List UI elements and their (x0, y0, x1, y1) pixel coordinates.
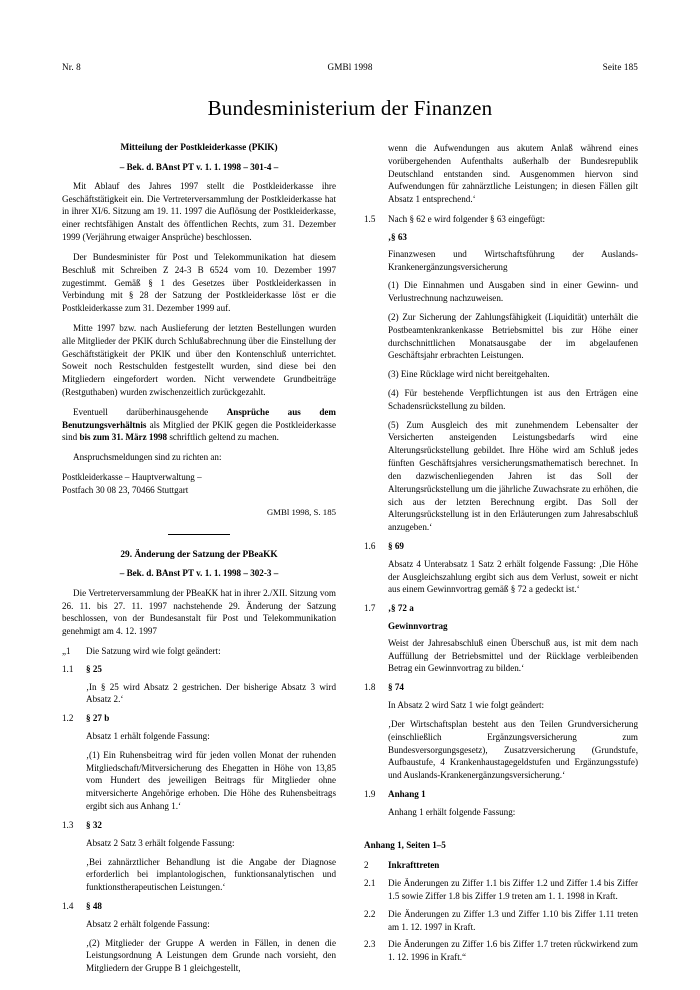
item-heading: ‚§ 63 (388, 231, 407, 242)
list-item-2-2 (364, 908, 638, 934)
item-number: 1.7 (364, 603, 376, 614)
item-block: Absatz 2 Satz 3 erhält folgende Fassung: (86, 837, 235, 848)
list-item-1-6 (364, 540, 638, 553)
list-item-1-4 (62, 900, 336, 913)
item-number: „1 (62, 645, 71, 656)
item-number: 1.6 (364, 540, 376, 551)
item-subheading: Finanzwesen und Wirtschaftsführung der Auslands-Krankenergänzungsversicherung (388, 248, 638, 272)
running-head (62, 62, 638, 72)
item-block: ‚In § 25 wird Absatz 2 gestrichen. Der bisherige Absatz 3 wird Absatz 2.‘ (86, 681, 336, 705)
item-block: (2) Zur Sicherung der Zahlungsfähigkeit (Liquidität) unterhält die Postbeamtenkrankenkasse Betriebsmittel bis zur Höhe einer durchschnittlichen Monatsausgabe der im abgelaufenen Geschäftsjahr erbrachten Leistungen. (388, 311, 638, 361)
list-item-1-5 (364, 213, 638, 226)
section-title: Inkrafttreten (388, 860, 440, 871)
item-heading: § 48 (86, 900, 102, 911)
continuation-paragraph: wenn die Aufwendungen aus akutem Anlaß während eines vorübergehenden Aufenthalts außerhalb der Bundesrepublik Deutschland entstanden sind. Ausgenommen hiervon sind Aufwendungen für zahnärztliche Leistungen; in diesen Fällen gilt Absatz 1 entsprechend.‘ (388, 143, 638, 205)
address-line: Postkleiderkasse – Hauptverwaltung – (62, 472, 202, 483)
item-number: 2.3 (364, 939, 376, 950)
item-number: 2.1 (364, 878, 376, 889)
item-number: 1.9 (364, 788, 376, 799)
item-block: ‚(2) Mitglieder der Gruppe A werden in Fällen, in denen die Leistungsordnung A Leistungen dem Grunde nach vorsieht, den Mitgliedern der Gruppe B 1 gleichgestellt, (86, 937, 336, 974)
item-number: 1.4 (62, 900, 74, 911)
list-item-1-2 (62, 712, 336, 725)
item-text: Die Änderungen zu Ziffer 1.1 bis Ziffer 1.2 und Ziffer 1.4 bis Ziffer 1.5 sowie Ziffer 1.8 bis Ziffer 1.9 treten am 1. 1. 1998 in Kraft. (388, 878, 638, 901)
item-block: (5) Zum Ausgleich des mit zunehmendem Lebensalter der Versicherten ansteigenden Leistungsbedarfs wird eine Alterungsrückstellung gebildet. Ihre Höhe wird am Schluß jedes fünften Geschäftsjahres versicherungsmathematisch berechnet. In den dazwischenliegenden Jahren ist das Soll der Alterungsrückstellung um die jährliche Zuwachsrate zu erhöhen, die sich aus der letzten Berechnung ergibt. Das Soll der Alterungsrückstellung ist in den Erläuterungen zum Jahresabschluß anzugeben.‘ (388, 419, 638, 533)
list-item-2-3 (364, 938, 638, 964)
page-title: Bundesministerium der Finanzen (207, 96, 493, 120)
section-2-heading (364, 859, 638, 872)
claims-mid: als Mitglied der PKlK gegen die Postkleiderkasse sind (62, 419, 336, 443)
list-item-1-8 (364, 681, 638, 694)
article1-subtitle: – Bek. d. BAnst PT v. 1. 1. 1998 – 301-4 – (119, 161, 279, 172)
item-number: 2.2 (364, 908, 376, 919)
list-item-2-1 (364, 877, 638, 903)
right-column (364, 142, 638, 969)
item-number: 1.1 (62, 663, 74, 674)
list-item-1-3 (62, 819, 336, 832)
section-divider (168, 534, 230, 535)
item-block: (1) Die Einnahmen und Ausgaben sind in einer Gewinn- und Verlustrechnung nachzuweisen. (388, 280, 638, 304)
item-number: 1.8 (364, 682, 376, 693)
item-number: 1.3 (62, 819, 74, 830)
item-text: Die Satzung wird wie folgt geändert: (86, 645, 221, 656)
item-heading: § 27 b (86, 713, 110, 724)
article1-paragraph: Der Bundesminister für Post und Telekommunikation hat diesem Beschluß mit Schreiben Z 24-3 B 6524 vom 10. Dezember 1997 zugestimmt. Gemäß § 1 des Gesetzes über Postkleiderkassen in Verbindung mit § 28 der Satzung der Postkleiderkasse löst er die Postkleiderkasse zum 31. Dezember 1999 auf. (62, 251, 336, 314)
item-block: In Absatz 2 wird Satz 1 wie folgt geändert: (388, 700, 545, 711)
article2-title: 29. Änderung der Satzung der PBeaKK (120, 549, 278, 560)
article1-paragraph: Mit Ablauf des Jahres 1997 stellt die Postkleiderkasse ihre Geschäftstätigkeit ein. Die Vertreterversammlung der Postkleiderkasse hat in ihrer XI/6. Sitzung am 19. 11. 1997 die Auflösung der Postkleiderkasse, einer rechtsfähigen Anstalt des öffentlichen Rechts, zum 31. Dezember 1999 (Verjährung etwaiger Ansprüche) beschlossen. (62, 180, 336, 243)
address-line: Postfach 30 08 23, 70466 Stuttgart (62, 484, 189, 495)
claims-lead: Eventuell darüberhinausgehende (73, 406, 227, 417)
running-head-journal: GMBl 1998 (327, 62, 373, 72)
item-text: Die Änderungen zu Ziffer 1.6 bis Ziffer 1.7 treten rückwirkend zum 1. 12. 1996 in Kraft.“ (388, 939, 638, 963)
item-block: (3) Eine Rücklage wird nicht bereitgehalten. (388, 369, 550, 380)
item-block: Anhang 1 erhält folgende Fassung: (388, 806, 516, 817)
running-head-issue: Nr. 8 (62, 62, 81, 72)
article2-subtitle: – Bek. d. BAnst PT v. 1. 1. 1998 – 302-3 – (119, 568, 279, 579)
item-number: 1.5 (364, 214, 376, 225)
item-block: (4) Für bestehende Verpflichtungen ist aus den Erträgen eine Schadensrückstellung zu bilden. (388, 388, 638, 411)
item-number: 1.2 (62, 713, 74, 724)
item-heading: Anhang 1 (388, 788, 426, 799)
item-block: ‚(1) Ein Ruhensbeitrag wird für jeden vollen Monat der ruhenden Mitgliedschaft/Mitversicherung des Ehegatten in Höhe von 13,85 vom Hundert des jeweiligen Beitrags für Mitglieder ohne mitversicherte Angehörige erhoben. Die Höhe des Ruhensbeitrags ergibt sich aus Anhang 1.‘ (86, 749, 336, 812)
claims-bold-2: bis zum 31. März 1998 (79, 432, 168, 443)
list-item-1-9 (364, 788, 638, 801)
item-heading: § 69 (388, 540, 404, 551)
item-block: Absatz 1 erhält folgende Fassung: (86, 731, 210, 742)
item-heading: § 25 (86, 663, 102, 674)
claims-tail: schriftlich geltend zu machen. (167, 432, 279, 443)
anhang-heading: Anhang 1, Seiten 1–5 (364, 839, 446, 850)
list-item-1-7 (364, 602, 638, 615)
article1-paragraph: Mitte 1997 bzw. nach Auslieferung der letzten Bestellungen wurden alle Mitglieder der PKlK durch Schlußabrechnung über die Einstellung der Geschäftstätigkeit der PKlK und über den Kontenschluß unterrichtet. Soweit noch Restschulden festgestellt wurden, sind diese bei den Mitgliedern eingefordert worden. Nicht verwendete Grundbeiträge (Restguthaben) wurden zwischenzeitlich zurückgezahlt. (62, 322, 336, 397)
list-item-1-1 (62, 663, 336, 676)
article1-title: Mitteilung der Postkleiderkasse (PKlK) (120, 143, 278, 153)
article2-intro: Die Vertreterversammlung der PBeaKK hat in ihrer 2./XII. Sitzung vom 26. 11. bis 27. 11. 1997 nachstehende 29. Änderung der Satzung beschlossen, von der Bundesanstalt für Post und Telekommunikation genehmigt am 4. 12. 1997 (62, 587, 336, 637)
item-block: Absatz 4 Unterabsatz 1 Satz 2 erhält folgende Fassung: ‚Die Höhe der Ausgleichszahlung ergibt sich aus dem Verlust, soweit er nicht aus einem Gewinnvortrag gemäß § 72 a gedeckt ist.‘ (388, 558, 638, 595)
item-lead: Nach § 62 e wird folgender § 63 eingefügt: (388, 214, 546, 225)
article1-source: GMBl 1998, S. 185 (266, 506, 336, 517)
spacer (364, 825, 638, 839)
item-heading: ‚§ 72 a (388, 603, 414, 614)
claims-bold-1: Ansprüche aus dem Benutzungsverhältnis (62, 406, 336, 430)
body-columns (62, 142, 638, 981)
article1-claims-paragraph (62, 406, 336, 444)
item-block: Absatz 2 erhält folgende Fassung: (86, 918, 210, 929)
item-block: Weist der Jahresabschluß einen Überschuß aus, ist mit dem nach Auffüllung der Betriebsmittel und der Rücklage verbleibenden Betrag ein Gewinnvortrag zu bilden.‘ (388, 637, 638, 674)
contact-address (62, 471, 336, 496)
item-text: Die Änderungen zu Ziffer 1.3 und Ziffer 1.10 bis Ziffer 1.11 treten am 1. 12. 1997 in Kraft. (388, 908, 638, 932)
running-head-page: Seite 185 (602, 62, 638, 72)
article1-contact-intro: Anspruchsmeldungen sind zu richten an: (73, 452, 222, 463)
item-heading: § 32 (86, 819, 102, 830)
item-heading: § 74 (388, 682, 404, 693)
item-subheading: Gewinnvortrag (388, 621, 448, 631)
item-block: ‚Bei zahnärztlicher Behandlung ist die Angabe der Diagnose erforderlich bei implantologischen, funktionsanalytischen und funktionstherapeutischen Leistungen.‘ (86, 856, 336, 893)
list-item-1 (62, 645, 336, 658)
left-column (62, 142, 336, 981)
item-block: ‚Der Wirtschaftsplan besteht aus den Teilen Grundversicherung (einschließlich Ergänzungsversicherung zum Bundesversorgungsgesetz), Zusatzversicherung (Grundstufe, Aufbaustufe, 4 Krankenhaustagegeldstufen und Ergänzungsstufe) und Auslands-Krankenergänzungsversicherung.‘ (388, 718, 638, 781)
section-number: 2 (364, 860, 369, 871)
